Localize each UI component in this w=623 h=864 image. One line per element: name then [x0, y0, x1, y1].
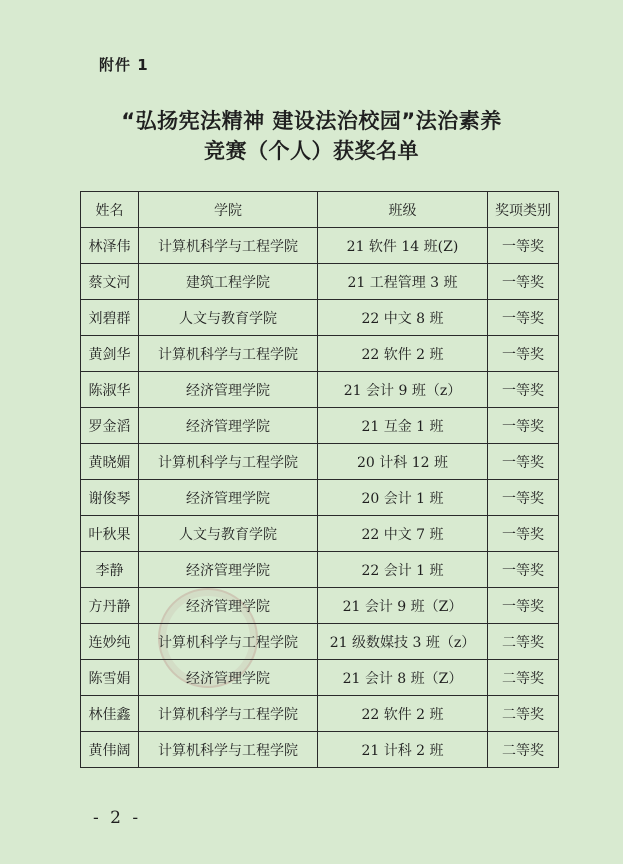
cell-college: 计算机科学与工程学院 — [139, 696, 318, 732]
cell-class: 21 互金 1 班 — [318, 408, 488, 444]
cell-college: 计算机科学与工程学院 — [139, 228, 318, 264]
cell-award: 一等奖 — [488, 372, 559, 408]
cell-college: 人文与教育学院 — [139, 516, 318, 552]
cell-class: 21 工程管理 3 班 — [318, 264, 488, 300]
cell-class: 22 中文 7 班 — [318, 516, 488, 552]
cell-name: 黄伟阔 — [81, 732, 139, 768]
cell-class: 21 计科 2 班 — [318, 732, 488, 768]
cell-class: 20 会计 1 班 — [318, 480, 488, 516]
table-row — [81, 444, 559, 480]
cell-award: 一等奖 — [488, 228, 559, 264]
table-header-row — [81, 192, 559, 228]
table-row — [81, 660, 559, 696]
cell-award: 一等奖 — [488, 264, 559, 300]
cell-award: 二等奖 — [488, 660, 559, 696]
cell-award: 一等奖 — [488, 336, 559, 372]
table-row — [81, 552, 559, 588]
award-list-table — [80, 191, 559, 768]
title-line-1: “弘扬宪法精神 建设法治校园”法治素养 — [121, 109, 502, 133]
cell-award: 二等奖 — [488, 624, 559, 660]
cell-award: 二等奖 — [488, 696, 559, 732]
cell-award: 二等奖 — [488, 732, 559, 768]
header-award: 奖项类别 — [488, 192, 559, 228]
cell-college: 人文与教育学院 — [139, 300, 318, 336]
table-row — [81, 300, 559, 336]
cell-college: 计算机科学与工程学院 — [139, 624, 318, 660]
cell-name: 谢俊琴 — [81, 480, 139, 516]
cell-college: 经济管理学院 — [139, 408, 318, 444]
cell-class: 21 软件 14 班(Z) — [318, 228, 488, 264]
page-number: - 2 - — [93, 808, 142, 828]
title-line-2: 竞赛（个人）获奖名单 — [204, 139, 419, 163]
cell-award: 一等奖 — [488, 516, 559, 552]
cell-name: 黄晓媚 — [81, 444, 139, 480]
table-row — [81, 264, 559, 300]
cell-college: 计算机科学与工程学院 — [139, 336, 318, 372]
cell-college: 经济管理学院 — [139, 588, 318, 624]
cell-class: 21 会计 9 班（z） — [318, 372, 488, 408]
cell-college: 建筑工程学院 — [139, 264, 318, 300]
table-row — [81, 480, 559, 516]
cell-award: 一等奖 — [488, 408, 559, 444]
cell-class: 22 软件 2 班 — [318, 696, 488, 732]
cell-name: 陈雪娟 — [81, 660, 139, 696]
attachment-label: 附件 1 — [99, 56, 149, 74]
cell-name: 李静 — [81, 552, 139, 588]
cell-class: 22 中文 8 班 — [318, 300, 488, 336]
cell-name: 方丹静 — [81, 588, 139, 624]
cell-college: 计算机科学与工程学院 — [139, 444, 318, 480]
table-row — [81, 372, 559, 408]
header-class: 班级 — [318, 192, 488, 228]
cell-college: 经济管理学院 — [139, 372, 318, 408]
cell-name: 黄剑华 — [81, 336, 139, 372]
document-title — [0, 106, 623, 166]
cell-award: 一等奖 — [488, 588, 559, 624]
cell-name: 连妙纯 — [81, 624, 139, 660]
header-name: 姓名 — [81, 192, 139, 228]
cell-award: 一等奖 — [488, 480, 559, 516]
cell-class: 22 软件 2 班 — [318, 336, 488, 372]
cell-college: 经济管理学院 — [139, 480, 318, 516]
cell-college: 经济管理学院 — [139, 552, 318, 588]
cell-class: 22 会计 1 班 — [318, 552, 488, 588]
cell-class: 21 会计 9 班（Z） — [318, 588, 488, 624]
table-row — [81, 408, 559, 444]
cell-name: 罗金滔 — [81, 408, 139, 444]
cell-name: 陈淑华 — [81, 372, 139, 408]
cell-class: 21 级数媒技 3 班（z） — [318, 624, 488, 660]
header-college: 学院 — [139, 192, 318, 228]
cell-college: 经济管理学院 — [139, 660, 318, 696]
cell-name: 叶秋果 — [81, 516, 139, 552]
table-row — [81, 696, 559, 732]
table-row — [81, 228, 559, 264]
cell-award: 一等奖 — [488, 552, 559, 588]
cell-name: 林佳鑫 — [81, 696, 139, 732]
cell-college: 计算机科学与工程学院 — [139, 732, 318, 768]
table-row — [81, 624, 559, 660]
cell-award: 一等奖 — [488, 444, 559, 480]
cell-class: 20 计科 12 班 — [318, 444, 488, 480]
cell-name: 林泽伟 — [81, 228, 139, 264]
cell-class: 21 会计 8 班（Z） — [318, 660, 488, 696]
cell-name: 蔡文河 — [81, 264, 139, 300]
table-row — [81, 516, 559, 552]
cell-name: 刘碧群 — [81, 300, 139, 336]
table-row — [81, 588, 559, 624]
cell-award: 一等奖 — [488, 300, 559, 336]
table-row — [81, 336, 559, 372]
table-row — [81, 732, 559, 768]
